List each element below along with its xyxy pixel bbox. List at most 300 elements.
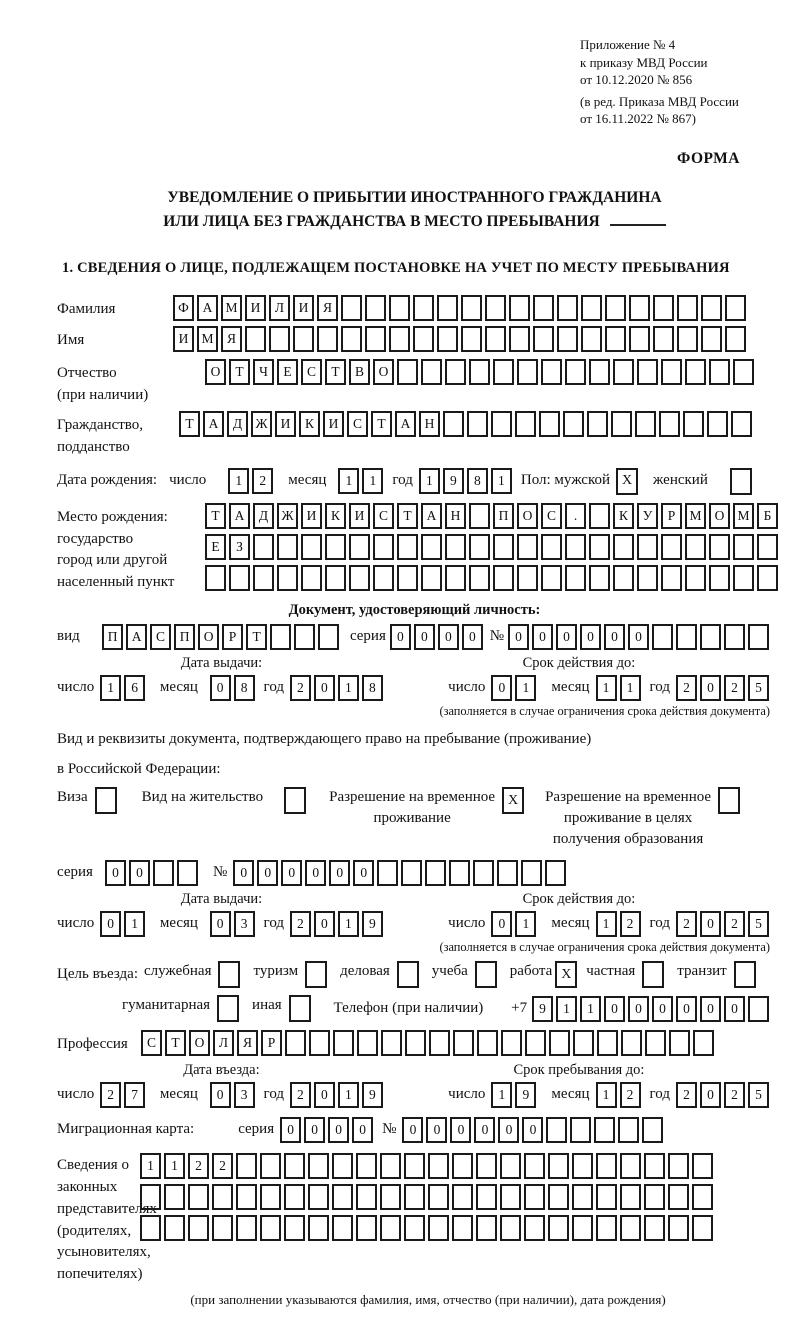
char-cell[interactable]: [284, 1184, 305, 1210]
char-cell[interactable]: [637, 359, 658, 385]
char-cell[interactable]: М: [197, 326, 218, 352]
char-cell[interactable]: О: [517, 503, 538, 529]
char-cell[interactable]: 1: [362, 468, 383, 494]
char-cell[interactable]: [515, 411, 536, 437]
char-cell[interactable]: И: [349, 503, 370, 529]
char-cell[interactable]: [685, 359, 706, 385]
char-cell[interactable]: А: [203, 411, 224, 437]
char-cell[interactable]: 3: [234, 911, 255, 937]
char-cell[interactable]: [700, 624, 721, 650]
char-cell[interactable]: 0: [700, 675, 721, 701]
char-cell[interactable]: 2: [290, 911, 311, 937]
char-cell[interactable]: [613, 359, 634, 385]
char-cell[interactable]: 0: [281, 860, 302, 886]
char-cell[interactable]: 0: [129, 860, 150, 886]
char-cell[interactable]: 2: [290, 675, 311, 701]
char-cell[interactable]: [589, 565, 610, 591]
char-cell[interactable]: [692, 1184, 713, 1210]
purpose-work-cell[interactable]: X: [555, 961, 577, 988]
char-cell[interactable]: 2: [724, 911, 745, 937]
char-cell[interactable]: [620, 1215, 641, 1241]
char-cell[interactable]: И: [173, 326, 194, 352]
char-cell[interactable]: 6: [124, 675, 145, 701]
char-cell[interactable]: [748, 624, 769, 650]
char-cell[interactable]: [709, 565, 730, 591]
char-cell[interactable]: [629, 295, 650, 321]
char-cell[interactable]: [572, 1215, 593, 1241]
char-cell[interactable]: [685, 565, 706, 591]
char-cell[interactable]: 3: [234, 1082, 255, 1108]
char-cell[interactable]: [668, 1153, 689, 1179]
char-cell[interactable]: [405, 1030, 426, 1056]
char-cell[interactable]: [270, 624, 291, 650]
char-cell[interactable]: 0: [700, 1082, 721, 1108]
purpose-business-cell[interactable]: [397, 961, 419, 988]
char-cell[interactable]: В: [349, 359, 370, 385]
char-cell[interactable]: [652, 624, 673, 650]
char-cell[interactable]: У: [637, 503, 658, 529]
char-cell[interactable]: [589, 503, 610, 529]
char-cell[interactable]: 5: [748, 1082, 769, 1108]
char-cell[interactable]: [356, 1153, 377, 1179]
char-cell[interactable]: Н: [419, 411, 440, 437]
char-cell[interactable]: [618, 1117, 639, 1143]
char-cell[interactable]: [452, 1153, 473, 1179]
char-cell[interactable]: [668, 1184, 689, 1210]
char-cell[interactable]: [389, 295, 410, 321]
char-cell[interactable]: [701, 295, 722, 321]
char-cell[interactable]: [517, 534, 538, 560]
char-cell[interactable]: [449, 860, 470, 886]
char-cell[interactable]: 0: [414, 624, 435, 650]
char-cell[interactable]: [645, 1030, 666, 1056]
char-cell[interactable]: [473, 860, 494, 886]
char-cell[interactable]: [572, 1153, 593, 1179]
char-cell[interactable]: [445, 565, 466, 591]
char-cell[interactable]: Т: [179, 411, 200, 437]
char-cell[interactable]: [476, 1153, 497, 1179]
char-cell[interactable]: Ж: [277, 503, 298, 529]
char-cell[interactable]: И: [245, 295, 266, 321]
char-cell[interactable]: [668, 1215, 689, 1241]
char-cell[interactable]: [293, 326, 314, 352]
char-cell[interactable]: [621, 1030, 642, 1056]
char-cell[interactable]: 1: [338, 675, 359, 701]
char-cell[interactable]: [661, 565, 682, 591]
char-cell[interactable]: 1: [580, 996, 601, 1022]
char-cell[interactable]: 0: [305, 860, 326, 886]
char-cell[interactable]: Т: [325, 359, 346, 385]
char-cell[interactable]: 1: [515, 911, 536, 937]
char-cell[interactable]: 0: [352, 1117, 373, 1143]
char-cell[interactable]: Т: [165, 1030, 186, 1056]
char-cell[interactable]: 8: [234, 675, 255, 701]
char-cell[interactable]: 0: [676, 996, 697, 1022]
char-cell[interactable]: [644, 1184, 665, 1210]
char-cell[interactable]: 1: [228, 468, 249, 494]
char-cell[interactable]: [476, 1184, 497, 1210]
char-cell[interactable]: 0: [314, 911, 335, 937]
char-cell[interactable]: [253, 534, 274, 560]
char-cell[interactable]: [421, 534, 442, 560]
char-cell[interactable]: [493, 565, 514, 591]
char-cell[interactable]: 9: [362, 911, 383, 937]
char-cell[interactable]: [188, 1215, 209, 1241]
char-cell[interactable]: 2: [724, 675, 745, 701]
char-cell[interactable]: [509, 295, 530, 321]
char-cell[interactable]: 1: [620, 675, 641, 701]
char-cell[interactable]: [236, 1215, 257, 1241]
char-cell[interactable]: 2: [676, 1082, 697, 1108]
char-cell[interactable]: [476, 1215, 497, 1241]
char-cell[interactable]: 0: [652, 996, 673, 1022]
char-cell[interactable]: [661, 359, 682, 385]
char-cell[interactable]: 0: [210, 675, 231, 701]
char-cell[interactable]: [308, 1153, 329, 1179]
char-cell[interactable]: [524, 1153, 545, 1179]
char-cell[interactable]: [642, 1117, 663, 1143]
char-cell[interactable]: 0: [450, 1117, 471, 1143]
char-cell[interactable]: 2: [676, 675, 697, 701]
char-cell[interactable]: [644, 1215, 665, 1241]
char-cell[interactable]: 1: [596, 675, 617, 701]
char-cell[interactable]: [613, 565, 634, 591]
char-cell[interactable]: [164, 1215, 185, 1241]
char-cell[interactable]: [659, 411, 680, 437]
char-cell[interactable]: Т: [205, 503, 226, 529]
char-cell[interactable]: [404, 1184, 425, 1210]
char-cell[interactable]: [425, 860, 446, 886]
char-cell[interactable]: М: [221, 295, 242, 321]
char-cell[interactable]: [229, 565, 250, 591]
char-cell[interactable]: О: [709, 503, 730, 529]
char-cell[interactable]: М: [685, 503, 706, 529]
char-cell[interactable]: [545, 860, 566, 886]
char-cell[interactable]: О: [198, 624, 219, 650]
char-cell[interactable]: [140, 1215, 161, 1241]
char-cell[interactable]: [565, 359, 586, 385]
char-cell[interactable]: [153, 860, 174, 886]
char-cell[interactable]: 0: [491, 675, 512, 701]
char-cell[interactable]: [707, 411, 728, 437]
char-cell[interactable]: Л: [269, 295, 290, 321]
char-cell[interactable]: [349, 534, 370, 560]
char-cell[interactable]: [669, 1030, 690, 1056]
char-cell[interactable]: [733, 534, 754, 560]
char-cell[interactable]: [629, 326, 650, 352]
char-cell[interactable]: 2: [188, 1153, 209, 1179]
purpose-private-cell[interactable]: [642, 961, 664, 988]
sex-male-cell[interactable]: X: [616, 468, 638, 495]
char-cell[interactable]: С: [150, 624, 171, 650]
char-cell[interactable]: [452, 1184, 473, 1210]
char-cell[interactable]: [429, 1030, 450, 1056]
char-cell[interactable]: [733, 359, 754, 385]
char-cell[interactable]: [541, 359, 562, 385]
char-cell[interactable]: М: [733, 503, 754, 529]
char-cell[interactable]: [733, 565, 754, 591]
char-cell[interactable]: 0: [604, 624, 625, 650]
char-cell[interactable]: 1: [491, 468, 512, 494]
char-cell[interactable]: Я: [317, 295, 338, 321]
char-cell[interactable]: [521, 860, 542, 886]
char-cell[interactable]: [581, 326, 602, 352]
char-cell[interactable]: [748, 996, 769, 1022]
char-cell[interactable]: 2: [212, 1153, 233, 1179]
char-cell[interactable]: П: [493, 503, 514, 529]
char-cell[interactable]: [509, 326, 530, 352]
char-cell[interactable]: К: [299, 411, 320, 437]
char-cell[interactable]: [277, 565, 298, 591]
char-cell[interactable]: [397, 534, 418, 560]
purpose-other-cell[interactable]: [289, 995, 311, 1022]
char-cell[interactable]: 1: [419, 468, 440, 494]
char-cell[interactable]: 0: [508, 624, 529, 650]
char-cell[interactable]: 0: [390, 624, 411, 650]
char-cell[interactable]: [437, 326, 458, 352]
char-cell[interactable]: [188, 1184, 209, 1210]
char-cell[interactable]: 9: [443, 468, 464, 494]
char-cell[interactable]: [677, 326, 698, 352]
char-cell[interactable]: 0: [329, 860, 350, 886]
char-cell[interactable]: [611, 411, 632, 437]
char-cell[interactable]: [685, 534, 706, 560]
char-cell[interactable]: [437, 295, 458, 321]
char-cell[interactable]: [517, 565, 538, 591]
char-cell[interactable]: [491, 411, 512, 437]
char-cell[interactable]: Т: [371, 411, 392, 437]
char-cell[interactable]: [469, 503, 490, 529]
char-cell[interactable]: 2: [290, 1082, 311, 1108]
char-cell[interactable]: С: [301, 359, 322, 385]
sex-female-cell[interactable]: [730, 468, 752, 495]
char-cell[interactable]: [285, 1030, 306, 1056]
char-cell[interactable]: 9: [515, 1082, 536, 1108]
char-cell[interactable]: [589, 534, 610, 560]
char-cell[interactable]: [548, 1153, 569, 1179]
char-cell[interactable]: 0: [233, 860, 254, 886]
char-cell[interactable]: 7: [124, 1082, 145, 1108]
char-cell[interactable]: [485, 326, 506, 352]
char-cell[interactable]: [445, 534, 466, 560]
purpose-humanitarian-cell[interactable]: [217, 995, 239, 1022]
char-cell[interactable]: [365, 326, 386, 352]
char-cell[interactable]: [421, 359, 442, 385]
char-cell[interactable]: [164, 1184, 185, 1210]
char-cell[interactable]: Л: [213, 1030, 234, 1056]
char-cell[interactable]: А: [197, 295, 218, 321]
char-cell[interactable]: [356, 1184, 377, 1210]
char-cell[interactable]: 0: [532, 624, 553, 650]
char-cell[interactable]: [500, 1215, 521, 1241]
char-cell[interactable]: [253, 565, 274, 591]
residence-permit-cell[interactable]: [284, 787, 306, 814]
char-cell[interactable]: А: [395, 411, 416, 437]
char-cell[interactable]: [461, 326, 482, 352]
char-cell[interactable]: [677, 295, 698, 321]
char-cell[interactable]: И: [275, 411, 296, 437]
char-cell[interactable]: [524, 1215, 545, 1241]
char-cell[interactable]: [377, 860, 398, 886]
char-cell[interactable]: [613, 534, 634, 560]
char-cell[interactable]: [565, 565, 586, 591]
char-cell[interactable]: [140, 1184, 161, 1210]
char-cell[interactable]: 2: [620, 1082, 641, 1108]
char-cell[interactable]: [325, 565, 346, 591]
char-cell[interactable]: [637, 565, 658, 591]
char-cell[interactable]: 0: [304, 1117, 325, 1143]
char-cell[interactable]: А: [421, 503, 442, 529]
char-cell[interactable]: [620, 1184, 641, 1210]
char-cell[interactable]: [309, 1030, 330, 1056]
char-cell[interactable]: 2: [252, 468, 273, 494]
char-cell[interactable]: [269, 326, 290, 352]
char-cell[interactable]: Ж: [251, 411, 272, 437]
char-cell[interactable]: [318, 624, 339, 650]
char-cell[interactable]: И: [323, 411, 344, 437]
char-cell[interactable]: [653, 295, 674, 321]
char-cell[interactable]: [497, 860, 518, 886]
char-cell[interactable]: 0: [556, 624, 577, 650]
char-cell[interactable]: [308, 1184, 329, 1210]
char-cell[interactable]: [594, 1117, 615, 1143]
char-cell[interactable]: [725, 295, 746, 321]
char-cell[interactable]: [517, 359, 538, 385]
char-cell[interactable]: [333, 1030, 354, 1056]
char-cell[interactable]: [581, 295, 602, 321]
char-cell[interactable]: С: [141, 1030, 162, 1056]
char-cell[interactable]: С: [347, 411, 368, 437]
char-cell[interactable]: 1: [338, 1082, 359, 1108]
char-cell[interactable]: .: [565, 503, 586, 529]
char-cell[interactable]: [453, 1030, 474, 1056]
char-cell[interactable]: 0: [628, 624, 649, 650]
char-cell[interactable]: [596, 1215, 617, 1241]
char-cell[interactable]: 1: [338, 911, 359, 937]
char-cell[interactable]: 0: [438, 624, 459, 650]
char-cell[interactable]: [661, 534, 682, 560]
char-cell[interactable]: 0: [498, 1117, 519, 1143]
char-cell[interactable]: [284, 1215, 305, 1241]
char-cell[interactable]: [236, 1153, 257, 1179]
char-cell[interactable]: [381, 1030, 402, 1056]
char-cell[interactable]: О: [205, 359, 226, 385]
char-cell[interactable]: [245, 326, 266, 352]
char-cell[interactable]: [701, 326, 722, 352]
char-cell[interactable]: [212, 1184, 233, 1210]
char-cell[interactable]: 1: [515, 675, 536, 701]
char-cell[interactable]: [731, 411, 752, 437]
char-cell[interactable]: 0: [700, 996, 721, 1022]
char-cell[interactable]: [236, 1184, 257, 1210]
char-cell[interactable]: [308, 1215, 329, 1241]
char-cell[interactable]: [389, 326, 410, 352]
char-cell[interactable]: Н: [445, 503, 466, 529]
char-cell[interactable]: Р: [661, 503, 682, 529]
char-cell[interactable]: [284, 1153, 305, 1179]
char-cell[interactable]: [501, 1030, 522, 1056]
char-cell[interactable]: А: [229, 503, 250, 529]
char-cell[interactable]: Р: [222, 624, 243, 650]
char-cell[interactable]: [524, 1184, 545, 1210]
char-cell[interactable]: Д: [253, 503, 274, 529]
char-cell[interactable]: 0: [210, 911, 231, 937]
char-cell[interactable]: К: [613, 503, 634, 529]
char-cell[interactable]: 5: [748, 675, 769, 701]
char-cell[interactable]: 1: [164, 1153, 185, 1179]
char-cell[interactable]: Ф: [173, 295, 194, 321]
char-cell[interactable]: [757, 565, 778, 591]
char-cell[interactable]: [467, 411, 488, 437]
char-cell[interactable]: [404, 1153, 425, 1179]
char-cell[interactable]: [549, 1030, 570, 1056]
char-cell[interactable]: [757, 534, 778, 560]
char-cell[interactable]: [397, 565, 418, 591]
char-cell[interactable]: [709, 359, 730, 385]
char-cell[interactable]: И: [293, 295, 314, 321]
char-cell[interactable]: [205, 565, 226, 591]
char-cell[interactable]: [294, 624, 315, 650]
char-cell[interactable]: [421, 565, 442, 591]
char-cell[interactable]: Д: [227, 411, 248, 437]
char-cell[interactable]: 0: [105, 860, 126, 886]
char-cell[interactable]: [485, 295, 506, 321]
char-cell[interactable]: З: [229, 534, 250, 560]
char-cell[interactable]: Т: [246, 624, 267, 650]
char-cell[interactable]: [301, 534, 322, 560]
char-cell[interactable]: 1: [556, 996, 577, 1022]
char-cell[interactable]: [605, 295, 626, 321]
char-cell[interactable]: [541, 565, 562, 591]
char-cell[interactable]: [493, 534, 514, 560]
char-cell[interactable]: [546, 1117, 567, 1143]
char-cell[interactable]: 0: [100, 911, 121, 937]
char-cell[interactable]: 0: [491, 911, 512, 937]
char-cell[interactable]: [177, 860, 198, 886]
char-cell[interactable]: [725, 326, 746, 352]
char-cell[interactable]: 0: [604, 996, 625, 1022]
char-cell[interactable]: [493, 359, 514, 385]
char-cell[interactable]: [365, 295, 386, 321]
char-cell[interactable]: [404, 1215, 425, 1241]
char-cell[interactable]: 0: [257, 860, 278, 886]
char-cell[interactable]: Ч: [253, 359, 274, 385]
char-cell[interactable]: [605, 326, 626, 352]
char-cell[interactable]: Я: [237, 1030, 258, 1056]
char-cell[interactable]: [301, 565, 322, 591]
char-cell[interactable]: [428, 1215, 449, 1241]
char-cell[interactable]: К: [325, 503, 346, 529]
char-cell[interactable]: [332, 1153, 353, 1179]
char-cell[interactable]: [461, 295, 482, 321]
char-cell[interactable]: И: [301, 503, 322, 529]
char-cell[interactable]: [413, 295, 434, 321]
purpose-official-cell[interactable]: [218, 961, 240, 988]
char-cell[interactable]: [635, 411, 656, 437]
char-cell[interactable]: [380, 1153, 401, 1179]
char-cell[interactable]: 0: [700, 911, 721, 937]
char-cell[interactable]: Е: [277, 359, 298, 385]
char-cell[interactable]: О: [373, 359, 394, 385]
visa-cell[interactable]: [95, 787, 117, 814]
char-cell[interactable]: [557, 326, 578, 352]
char-cell[interactable]: [469, 534, 490, 560]
char-cell[interactable]: [428, 1184, 449, 1210]
char-cell[interactable]: 5: [748, 911, 769, 937]
char-cell[interactable]: Б: [757, 503, 778, 529]
char-cell[interactable]: Е: [205, 534, 226, 560]
char-cell[interactable]: [548, 1184, 569, 1210]
